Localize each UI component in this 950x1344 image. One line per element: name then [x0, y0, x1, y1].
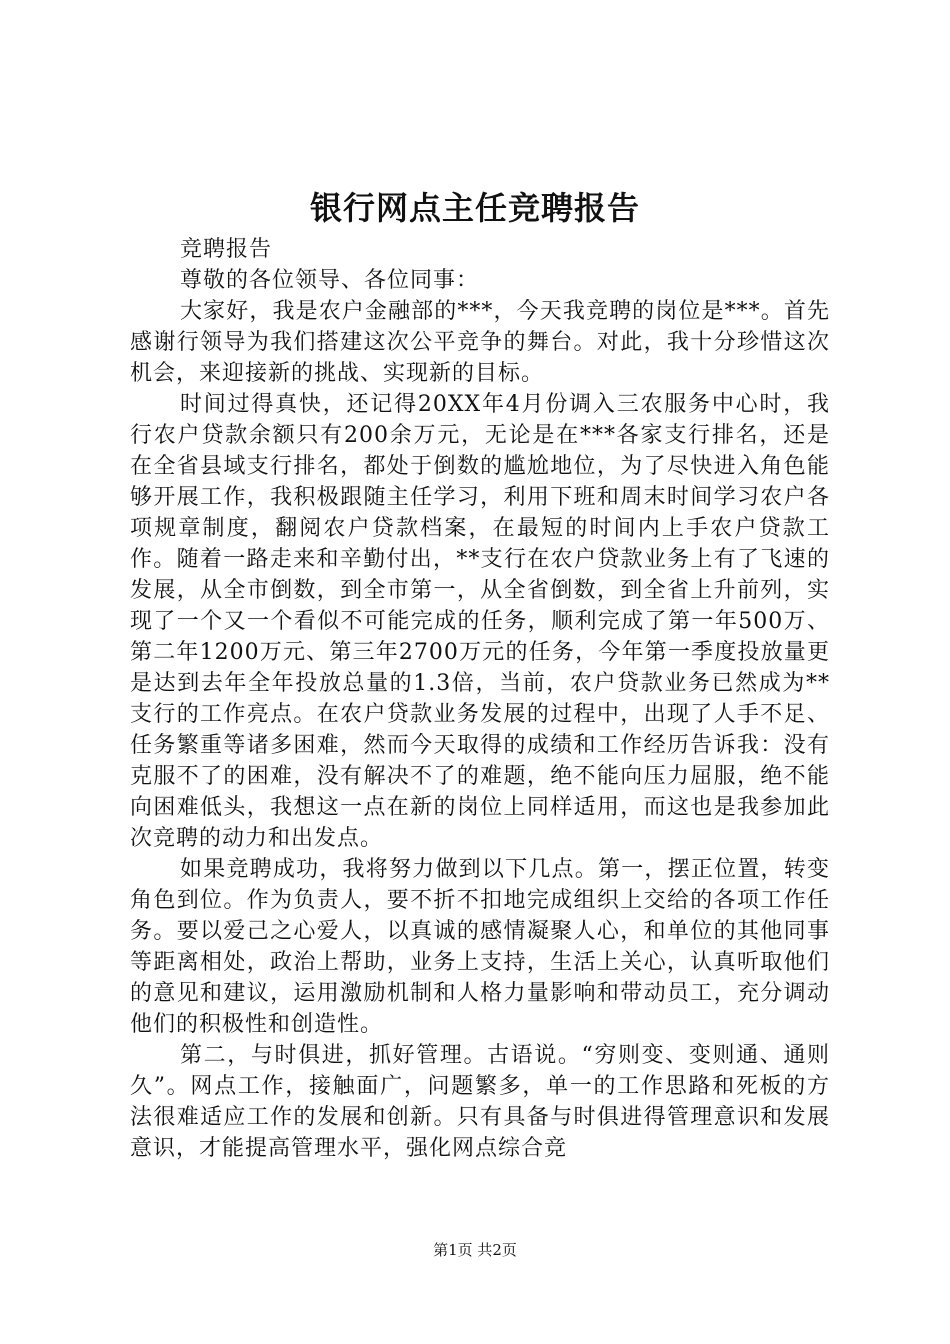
- paragraph-heading: 竞聘报告: [180, 237, 273, 262]
- paragraph-work-experience: 时间过得真快，还记得20XX年4月份调入三农服务中心时，我行农户贷款余额只有200余万元，无论是在***各家支行排名，还是在全省县域支行排名，都处于倒数的尴尬地位，为了尽快进入角色能够开展工作，我积极跟随主任学习，利用下班和周末时间学习农户各项规章制度，翻阅农户贷款档案，在最短的时间内上手农户贷款工作。随着一路走来和辛勤付出，**支行在农户贷款业务上有了飞速的发展，从全市倒数，到全市第一，从全省倒数，到全省上升前列，实现了一个又一个看似不可能完成的任务，顺利完成了第一年500万、第二年1200万元、第三年2700万元的任务，今年第一季度投放量更是达到去年全年投放总量的1.3倍，当前，农户贷款业务已然成为**支行的工作亮点。在农户贷款业务发展的过程中，出现了人手不足、任务繁重等诸多困难，然而今天取得的成绩和工作经历告诉我：没有克服不了的困难，没有解决不了的难题，绝不能向压力屈服，绝不能向困难低头，我想这一点在新的岗位上同样适用，而这也是我参加此次竞聘的动力和出发点。: [130, 392, 830, 851]
- paragraph-introduction: 大家好，我是农户金融部的***，今天我竞聘的岗位是***。首先感谢行领导为我们搭建这次公平竞争的舞台。对此，我十分珍惜这次机会，来迎接新的挑战、实现新的目标。: [130, 299, 830, 386]
- document-title: 银行网点主任竞聘报告: [309, 189, 640, 227]
- paragraph-salutation: 尊敬的各位领导、各位同事：: [180, 268, 480, 293]
- paragraph-first-goal: 如果竞聘成功，我将努力做到以下几点。第一，摆正位置，转变角色到位。作为负责人，要不折不扣地完成组织上交给的各项工作任务。要以爱己之心爱人，以真诚的感情凝聚人心，和单位的其他同事等距离相处，政治上帮助，业务上支持，生活上关心，认真听取他们的意见和建议，运用激励机制和人格力量影响和带动员工，充分调动他们的积极性和创造性。: [130, 857, 830, 1037]
- paragraph-second-goal: 第二，与时俱进，抓好管理。古语说。“穷则变、变则通、通则久”。网点工作，接触面广，问题繁多，单一的工作思路和死板的方法很难适应工作的发展和创新。只有具备与时俱进得管理意识和发展意识，才能提高管理水平，强化网点综合竞: [130, 1043, 830, 1161]
- document-body: [130, 234, 830, 1164]
- page-number-footer: 第1页 共2页: [433, 1241, 517, 1259]
